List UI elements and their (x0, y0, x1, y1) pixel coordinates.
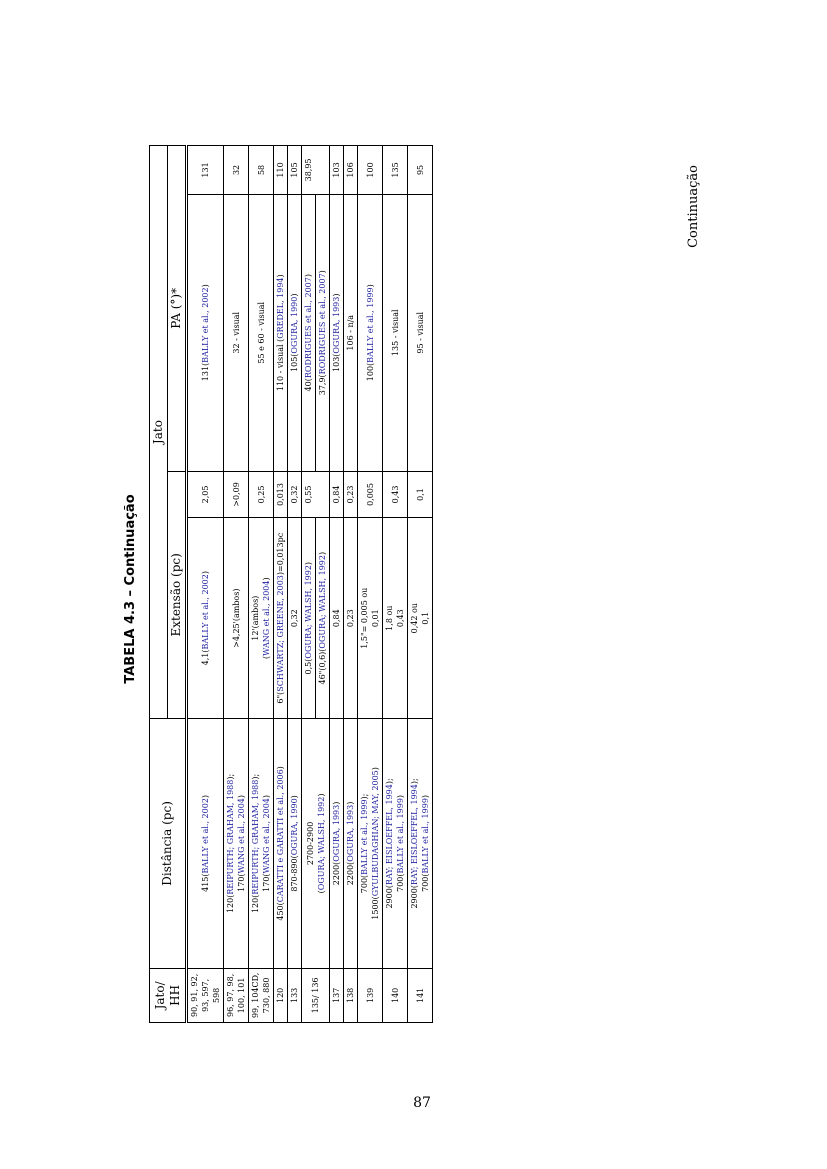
cell-jato-id: 139 (358, 968, 383, 1022)
cell-text: 103( (332, 353, 341, 372)
cell-text: 2700-2900 (305, 821, 315, 866)
cell-text: ) (332, 293, 341, 297)
cell-text: 0,1 (421, 611, 430, 625)
cell-text: ) (346, 801, 355, 805)
cell-text: ( (316, 890, 326, 894)
cell-line (390, 198, 401, 468)
cell-text: 95 - visual (415, 311, 425, 354)
cell-text: 1,5"= 0,005 ou (360, 587, 369, 649)
cell-line (275, 198, 286, 468)
cell-extensao (330, 518, 344, 719)
citation-link[interactable]: GYULBUDAGHIAN; MAY, 2005 (371, 770, 380, 897)
data-table (149, 145, 433, 1023)
citation-link[interactable]: OGURA, 1990 (290, 296, 299, 354)
cell-text: 700( (360, 874, 369, 894)
cell-text: 1,8 ou (385, 605, 394, 631)
cell-text: 120( (251, 894, 260, 914)
cell-text: ) (332, 801, 341, 805)
cell-line (331, 198, 342, 468)
table-row (344, 146, 358, 1023)
cell-pa (187, 194, 224, 471)
citation-link[interactable]: REIPURTH; GRAHAM, 1988 (226, 779, 235, 895)
cell-jato-id: 135/ 136 (302, 968, 330, 1022)
cell-text: 106 - n/a (346, 314, 355, 351)
table-body (187, 146, 433, 1023)
table-row (288, 146, 302, 1023)
table-caption: TABELA 4.3 – Continuação (123, 494, 138, 684)
cell-line (261, 521, 272, 715)
citation-link[interactable]: BALLY et al., 2002 (201, 574, 210, 650)
cell-pa (344, 194, 358, 471)
cell-text: ) (201, 571, 210, 575)
cell-text: 2200( (346, 861, 355, 886)
table-row (302, 146, 316, 1023)
cell-text: ) (318, 270, 327, 274)
page-number: 87 (413, 1095, 431, 1111)
cell-extensao (249, 518, 274, 719)
cell-line (289, 722, 300, 965)
cell-pa-value: 110 (274, 146, 288, 195)
cell-text: 170( (262, 873, 271, 892)
cell-text: 12'(ambos) (251, 595, 260, 641)
cell-distancia (288, 719, 302, 969)
cell-extensao-value (316, 471, 330, 518)
cell-line (365, 198, 376, 468)
cell-text: 55 e 60 - visual (256, 301, 266, 364)
cell-extensao-value: 0,013 (274, 471, 288, 518)
citation-link[interactable]: BALLY et al., 2002 (201, 287, 210, 363)
cell-line (231, 521, 242, 715)
cell-jato-id: 133 (288, 968, 302, 1022)
cell-pa (383, 194, 408, 471)
cell-line (289, 521, 300, 715)
cell-text: ); (360, 793, 369, 800)
citation-link[interactable]: OGURA, 1990 (290, 798, 299, 856)
cell-pa (288, 194, 302, 471)
cell-text: ) (304, 561, 313, 566)
cell-text: 32 - visual (231, 311, 241, 354)
cell-distancia (224, 719, 249, 969)
cell-pa-value: 95 (408, 146, 433, 195)
cell-text: ) (421, 794, 430, 799)
cell-distancia (274, 719, 288, 969)
cell-pa-value: 131 (187, 146, 224, 195)
cell-line (384, 722, 395, 965)
cell-line (384, 521, 395, 715)
citation-link[interactable]: WANG et al., 2004 (262, 798, 271, 874)
citation-link[interactable]: OGURA; WALSH, 1992 (318, 555, 327, 649)
citation-link[interactable]: OGURA; WALSH, 1992 (316, 796, 326, 891)
table-row (408, 146, 433, 1023)
cell-line (289, 198, 300, 468)
cell-text: ) (276, 766, 285, 770)
citation-link[interactable]: BALLY et al., 1999 (421, 798, 430, 874)
cell-line (231, 198, 242, 468)
cell-extensao-value: 0,43 (383, 471, 408, 518)
cell-pa (302, 194, 316, 471)
cell-distancia (408, 719, 433, 969)
cell-extensao (187, 518, 224, 719)
citation-link[interactable]: BALLY et al., 1999 (365, 287, 375, 363)
cell-distancia (302, 719, 330, 969)
cell-text: 0,42 ou (410, 603, 419, 634)
cell-extensao (408, 518, 433, 719)
citation-link[interactable]: BALLY et al., 2002 (201, 798, 210, 874)
cell-jato-id: 138 (344, 968, 358, 1022)
table-row (330, 146, 344, 1023)
table-row (274, 146, 288, 1023)
cell-text: 110 - visual ( (276, 338, 285, 392)
cell-extensao (383, 518, 408, 719)
cell-text: ) (371, 767, 380, 771)
cell-pa (358, 194, 383, 471)
cell-extensao-value: 0,25 (249, 471, 274, 518)
cell-text: 0,43 (396, 609, 405, 628)
cell-text: 131( (201, 362, 210, 382)
cell-pa (224, 194, 249, 471)
citation-link[interactable]: GREDEL, 1994 (276, 277, 285, 339)
cell-line (317, 521, 328, 715)
cell-text: 0,32 (290, 609, 299, 628)
cell-text: 0,5( (304, 658, 313, 675)
cell-line (345, 521, 356, 715)
cell-text: ( (262, 655, 271, 659)
cell-pa (316, 194, 330, 471)
cell-distancia (344, 719, 358, 969)
cell-text: 415( (201, 873, 210, 892)
cell-extensao (344, 518, 358, 719)
cell-jato-id: 137 (330, 968, 344, 1022)
cell-pa-value: 58 (249, 146, 274, 195)
cell-line (317, 198, 328, 468)
cell-distancia (383, 719, 408, 969)
cell-line (370, 722, 381, 965)
citation-link[interactable]: RODRIGUES et al., 2007 (318, 273, 327, 375)
citation-link[interactable]: RAY; EISLOEFFEL, 1994 (410, 784, 419, 886)
cell-extensao-value: 0,23 (344, 471, 358, 518)
citation-link[interactable]: OGURA, 1993 (332, 804, 341, 862)
cell-pa-value (316, 146, 330, 195)
cell-text: 0,23 (346, 609, 355, 628)
cell-text: 170( (237, 873, 246, 892)
citation-link[interactable]: SCHWARTZ; GREENE, 2003 (276, 575, 285, 692)
cell-line (275, 722, 286, 965)
cell-text: 450( (276, 902, 285, 921)
cell-text: ) (290, 795, 299, 799)
citation-link[interactable]: BALLY et al., 1999 (360, 799, 369, 875)
cell-pa (249, 194, 274, 471)
cell-extensao (358, 518, 383, 719)
cell-distancia (358, 719, 383, 969)
cell-extensao (224, 518, 249, 719)
cell-extensao-value: >0,09 (224, 471, 249, 518)
cell-text: ); (226, 773, 235, 780)
cell-text: 2200( (332, 861, 341, 886)
cell-text: ) (365, 284, 375, 288)
cell-text: ) (262, 794, 271, 799)
cell-line (275, 521, 286, 715)
cell-pa-value: 135 (383, 146, 408, 195)
cell-line (409, 722, 420, 965)
cell-line (370, 521, 381, 715)
cell-line (331, 722, 342, 965)
table-row (224, 146, 249, 1023)
cell-text: 700( (421, 873, 430, 892)
cell-extensao (288, 518, 302, 719)
cell-text: 1500( (371, 896, 380, 920)
cell-line (225, 722, 236, 965)
cell-text: 37,9( (318, 374, 327, 396)
table-row (383, 146, 408, 1023)
citation-link[interactable]: OGURA; WALSH, 1992 (304, 565, 313, 659)
cell-text: 46"(0,6)( (318, 648, 327, 685)
cell-text: 40( (304, 378, 313, 392)
cell-text: ) (262, 577, 271, 581)
continuation-note: Continuação (686, 165, 701, 248)
cell-text: )=0,013pc (276, 532, 285, 576)
citation-link[interactable]: WANG et al., 2004 (262, 580, 271, 656)
cell-text: ) (237, 794, 246, 799)
cell-text: 6"( (276, 691, 285, 704)
cell-line (261, 722, 272, 965)
cell-text: 870-890( (290, 855, 299, 892)
cell-distancia (330, 719, 344, 969)
cell-jato-id: 141 (408, 968, 433, 1022)
cell-line (316, 722, 327, 965)
cell-line (200, 198, 211, 468)
cell-text: ) (318, 551, 327, 556)
header-distancia: Distância (pc) (150, 719, 187, 969)
cell-jato-id: 96, 97, 98, 100, 101 (224, 968, 249, 1022)
header-jato-group: Jato (150, 146, 168, 719)
citation-link[interactable]: OGURA, 1993 (346, 804, 355, 862)
cell-extensao-value: 0,32 (288, 471, 302, 518)
cell-jato-id: 90, 91, 92, 93, 597, 598 (187, 968, 224, 1022)
cell-pa-value: 38,95 (302, 146, 316, 195)
cell-text: ) (276, 274, 285, 278)
cell-text: ) (316, 793, 326, 797)
cell-line (250, 722, 261, 965)
header-extensao: Extensão (pc) (168, 471, 187, 718)
cell-line (256, 198, 267, 468)
cell-line (420, 722, 431, 965)
cell-distancia (249, 719, 274, 969)
cell-text: 2900( (385, 885, 394, 909)
cell-extensao (274, 518, 288, 719)
cell-text: 120( (226, 894, 235, 914)
cell-text: ) (201, 284, 210, 288)
citation-link[interactable]: RODRIGUES et al., 2007 (304, 277, 313, 379)
cell-pa (274, 194, 288, 471)
header-pa: PA (°)* (168, 146, 187, 472)
cell-text: 105( (290, 353, 299, 372)
cell-pa-value: 32 (224, 146, 249, 195)
cell-extensao-value: 0,005 (358, 471, 383, 518)
cell-text: 2900( (410, 885, 419, 909)
cell-text: 0,84 (332, 609, 341, 628)
cell-line (305, 722, 316, 965)
cell-line (303, 198, 314, 468)
citation-link[interactable]: OGURA, 1993 (332, 296, 341, 354)
cell-jato-id: 99, 104CD, 730, 880 (249, 968, 274, 1022)
cell-line (415, 198, 426, 468)
cell-text: 135 - visual (390, 309, 400, 357)
header-jato-hh: Jato/ HH (150, 968, 187, 1022)
cell-text: ); (410, 778, 419, 785)
cell-text: 0,01 (371, 609, 380, 628)
citation-link[interactable]: RAY; EISLOEFFEL, 1994 (385, 784, 394, 886)
cell-text: ) (396, 794, 405, 799)
cell-line (250, 521, 261, 715)
cell-pa-value: 106 (344, 146, 358, 195)
cell-line (420, 521, 431, 715)
cell-line (409, 521, 420, 715)
cell-line (200, 521, 211, 715)
cell-jato-id: 140 (383, 968, 408, 1022)
cell-line (345, 722, 356, 965)
cell-text: ) (290, 293, 299, 297)
cell-text: ) (304, 274, 313, 278)
cell-pa-value: 103 (330, 146, 344, 195)
cell-line (236, 722, 247, 965)
cell-text: 100( (365, 362, 375, 382)
cell-line (303, 521, 314, 715)
cell-text: >4,25'(ambos) (231, 588, 241, 648)
cell-extensao-value: 2,05 (187, 471, 224, 518)
cell-line (200, 722, 211, 965)
cell-pa (408, 194, 433, 471)
citation-link[interactable]: WANG et al., 2004 (237, 798, 246, 874)
cell-extensao (316, 518, 330, 719)
cell-extensao-value: 0,55 (302, 471, 316, 518)
cell-pa (330, 194, 344, 471)
cell-pa-value: 100 (358, 146, 383, 195)
cell-line (395, 521, 406, 715)
cell-text: ) (201, 794, 210, 799)
table-row (249, 146, 274, 1023)
citation-link[interactable]: REIPURTH; GRAHAM, 1988 (251, 779, 260, 895)
cell-pa-value: 105 (288, 146, 302, 195)
table-row (187, 146, 224, 1023)
cell-line (359, 521, 370, 715)
cell-distancia (187, 719, 224, 969)
cell-line (331, 521, 342, 715)
table-row (358, 146, 383, 1023)
cell-text: ); (385, 778, 394, 785)
cell-text: ); (251, 773, 260, 780)
cell-text: 700( (396, 873, 405, 892)
cell-extensao-value: 0,1 (408, 471, 433, 518)
cell-line (345, 198, 356, 468)
cell-text: 4,1( (201, 649, 210, 666)
cell-line (359, 722, 370, 965)
citation-link[interactable]: CARATTI e GARATTI et al., 2006 (276, 769, 285, 903)
cell-line (395, 722, 406, 965)
cell-extensao-value: 0,84 (330, 471, 344, 518)
citation-link[interactable]: BALLY et al., 1999 (396, 798, 405, 874)
cell-extensao (302, 518, 316, 719)
cell-jato-id: 120 (274, 968, 288, 1022)
